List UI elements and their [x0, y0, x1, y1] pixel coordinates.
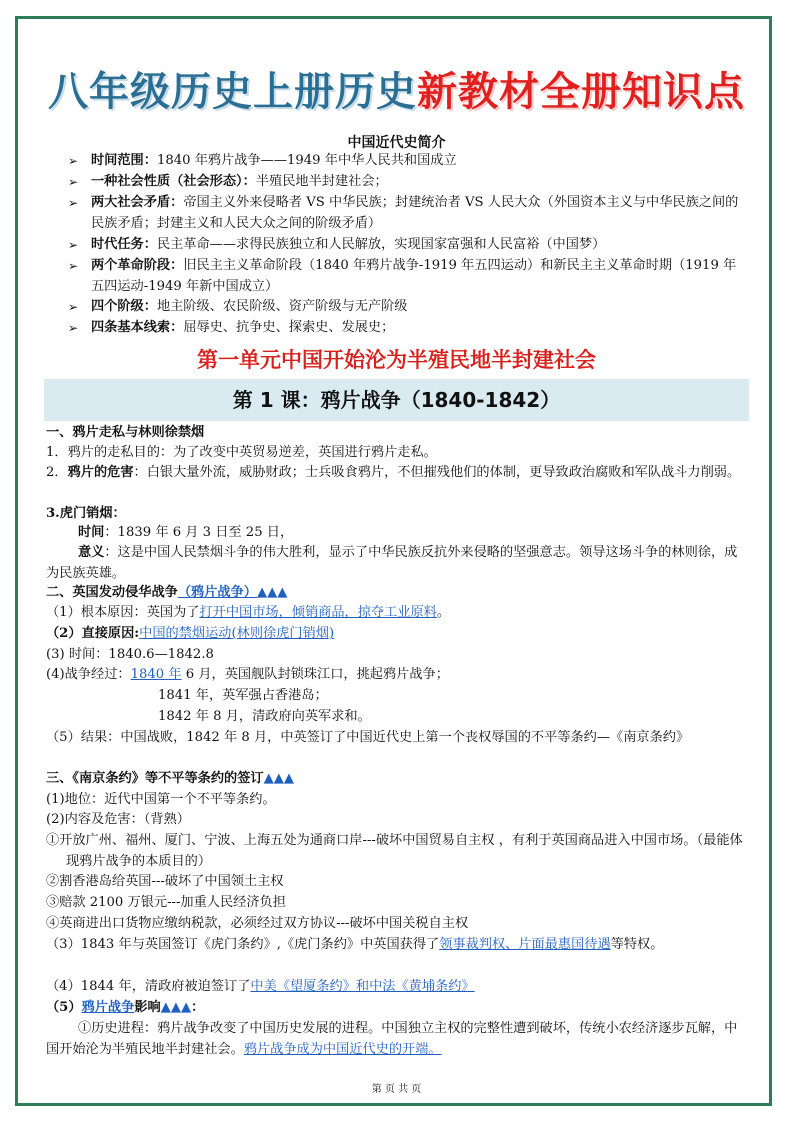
s1-line-1: 1．鸦片的走私目的：为了改变中英贸易逆差，英国进行鸦片走私。: [46, 445, 437, 460]
opium-war-link[interactable]: （鸦片战争）: [177, 585, 257, 600]
arrow-bullet-icon: ➢: [68, 196, 79, 210]
importance-triangles: ▲▲▲: [257, 585, 288, 600]
direct-cause-link[interactable]: 中国的禁烟运动(林则徐虎门销烟): [139, 626, 335, 641]
s3-line-9: （5）鸦片战争影响▲▲▲：: [46, 1000, 205, 1015]
section-2-heading: 二、英国发动侵华战争（鸦片战争）▲▲▲: [46, 585, 288, 600]
s1-line-2: 2．鸦片的危害：白银大量外流，威胁财政；士兵吸食鸦片，不但摧残他们的体制，更导致政治腐败和军队战斗力削弱。: [46, 465, 741, 480]
intro-heading: 中国近代史简介: [347, 135, 446, 151]
importance-triangles: ▲▲▲: [263, 771, 295, 786]
arrow-bullet-icon: ➢: [68, 259, 79, 273]
intro-item: ➢ 四条基本线索：屈辱史、抗争史、探索史、发展史；: [68, 318, 748, 339]
s1-line-3: 3.虎门销烟：: [46, 506, 126, 521]
arrow-bullet-icon: ➢: [68, 175, 79, 189]
root-cause-link[interactable]: 打开中国市场，倾销商品，掠夺工业原料: [199, 605, 437, 620]
unit-title: 第一单元中国开始沦为半殖民地半封建社会: [197, 348, 596, 372]
page-title: [0, 64, 793, 120]
s2-course-3: 1842 年 8 月，清政府向英军求和。: [158, 709, 371, 724]
s3-line-7: （3）1843 年与英国签订《虎门条约》,《虎门条约》中英国获得了领事裁判权、片面最惠国待遇等特权。: [46, 937, 664, 952]
s3-line-10: ①历史进程：鸦片战争改变了中国历史发展的进程。中国独立主权的完整性遭到破坏，传统小农经济逐步瓦解，中国开始沦为半殖民地半封建社会。鸦片战争成为中国近代史的开端。: [46, 1021, 738, 1057]
s3-line-5: ③赔款 2100 万银元---加重人民经济负担: [46, 895, 286, 910]
s2-result: （5）结果：中国战败，1842 年 8 月，中英签订了中国近代史上第一个丧权辱国的不平等条约—《南京条约》: [46, 730, 690, 745]
s3-line-4: ②割香港岛给英国---破坏了中国领土主权: [46, 874, 284, 889]
intro-item: ➢ 四个阶级：地主阶级、农民阶级、资产阶级与无产阶级: [68, 297, 748, 318]
privileges-link[interactable]: 领事裁判权、片面最惠国待遇: [439, 937, 611, 952]
opium-war-impact-link[interactable]: 鸦片战争: [81, 1000, 135, 1015]
s2-course: (4)战争经过：1840 年 6 月，英国舰队封锁珠江口，挑起鸦片战争；: [46, 667, 449, 682]
s2-time: (3) 时间：1840.6—1842.8: [46, 647, 214, 662]
s1-meaning: 意义：这是中国人民禁烟斗争的伟大胜利，显示了中华民族反抗外来侵略的坚强意志。领导这场斗争的林则徐，成为民族英雄。: [46, 545, 738, 581]
s1-time: 时间：1839 年 6 月 3 日至 25 日，: [78, 525, 294, 540]
s2-direct-cause: （2）直接原因:中国的禁烟运动(林则徐虎门销烟): [46, 626, 335, 641]
arrow-bullet-icon: ➢: [68, 300, 79, 314]
importance-triangles: ▲▲▲: [160, 1000, 192, 1015]
s3-line-8: （4）1844 年，清政府被迫签订了中美《望厦条约》和中法《黄埔条约》: [46, 979, 475, 994]
s3-line-3: ①开放广州、福州、厦门、宁波、上海五处为通商口岸---破坏中国贸易自主权 ，有利于英国商品进入中国市场。（最能体现鸦片战争的本质目的）: [46, 833, 743, 869]
intro-item: ➢ 时间范围：1840 年鸦片战争——1949 年中华人民共和国成立: [68, 151, 748, 172]
arrow-bullet-icon: ➢: [68, 321, 79, 335]
arrow-bullet-icon: ➢: [68, 238, 79, 252]
s3-line-1: (1)地位：近代中国第一个不平等条约。: [46, 792, 276, 807]
lesson-title: 第 1 课：鸦片战争（1840-1842）: [44, 379, 749, 421]
treaties-link[interactable]: 中美《望厦条约》和中法《黄埔条约》: [250, 979, 475, 994]
section-1-heading: 一、鸦片走私与林则徐禁烟: [46, 425, 205, 440]
s2-course-2: 1841 年，英军强占香港岛；: [158, 688, 328, 703]
intro-item: ➢ 两个革命阶段：旧民主主义革命阶段（1840 年鸦片战争-1919 年五四运动）和新民主主义革命时期（1919 年五四运动-1949 年新中国成立）: [68, 258, 737, 294]
arrow-bullet-icon: ➢: [68, 154, 79, 168]
title-part-1: 八年级历史上册历史: [48, 69, 417, 115]
s2-root-cause: （1）根本原因：英国为了打开中国市场，倾销商品，掠夺工业原料。: [46, 605, 451, 620]
modern-history-start-link[interactable]: 鸦片战争成为中国近代史的开端。: [243, 1041, 442, 1057]
intro-item: ➢ 两大社会矛盾：帝国主义外来侵略者 VS 中华民族；封建统治者 VS 人民大众（外国资本主义与中华民族之间的民族矛盾；封建主义和人民大众之间的阶级矛盾）: [68, 195, 739, 231]
intro-item: ➢ 一种社会性质（社会形态）：半殖民地半封建社会；: [68, 172, 748, 193]
year-1840-link[interactable]: 1840 年: [130, 667, 182, 682]
title-part-2: 新教材全册知识点: [417, 69, 745, 115]
s3-line-6: ④英商进出口货物应缴纳税款，必须经过双方协议---破坏中国关税自主权: [46, 916, 469, 931]
intro-item: ➢ 时代任务：民主革命——求得民族独立和人民解放，实现国家富强和人民富裕（中国梦）: [68, 235, 748, 256]
page-footer: 第 页 共 页: [371, 1084, 422, 1095]
section-3-heading: 三、《南京条约》等不平等条约的签订▲▲▲: [46, 771, 295, 786]
s3-line-2: (2)内容及危害：（背熟）: [46, 812, 190, 827]
